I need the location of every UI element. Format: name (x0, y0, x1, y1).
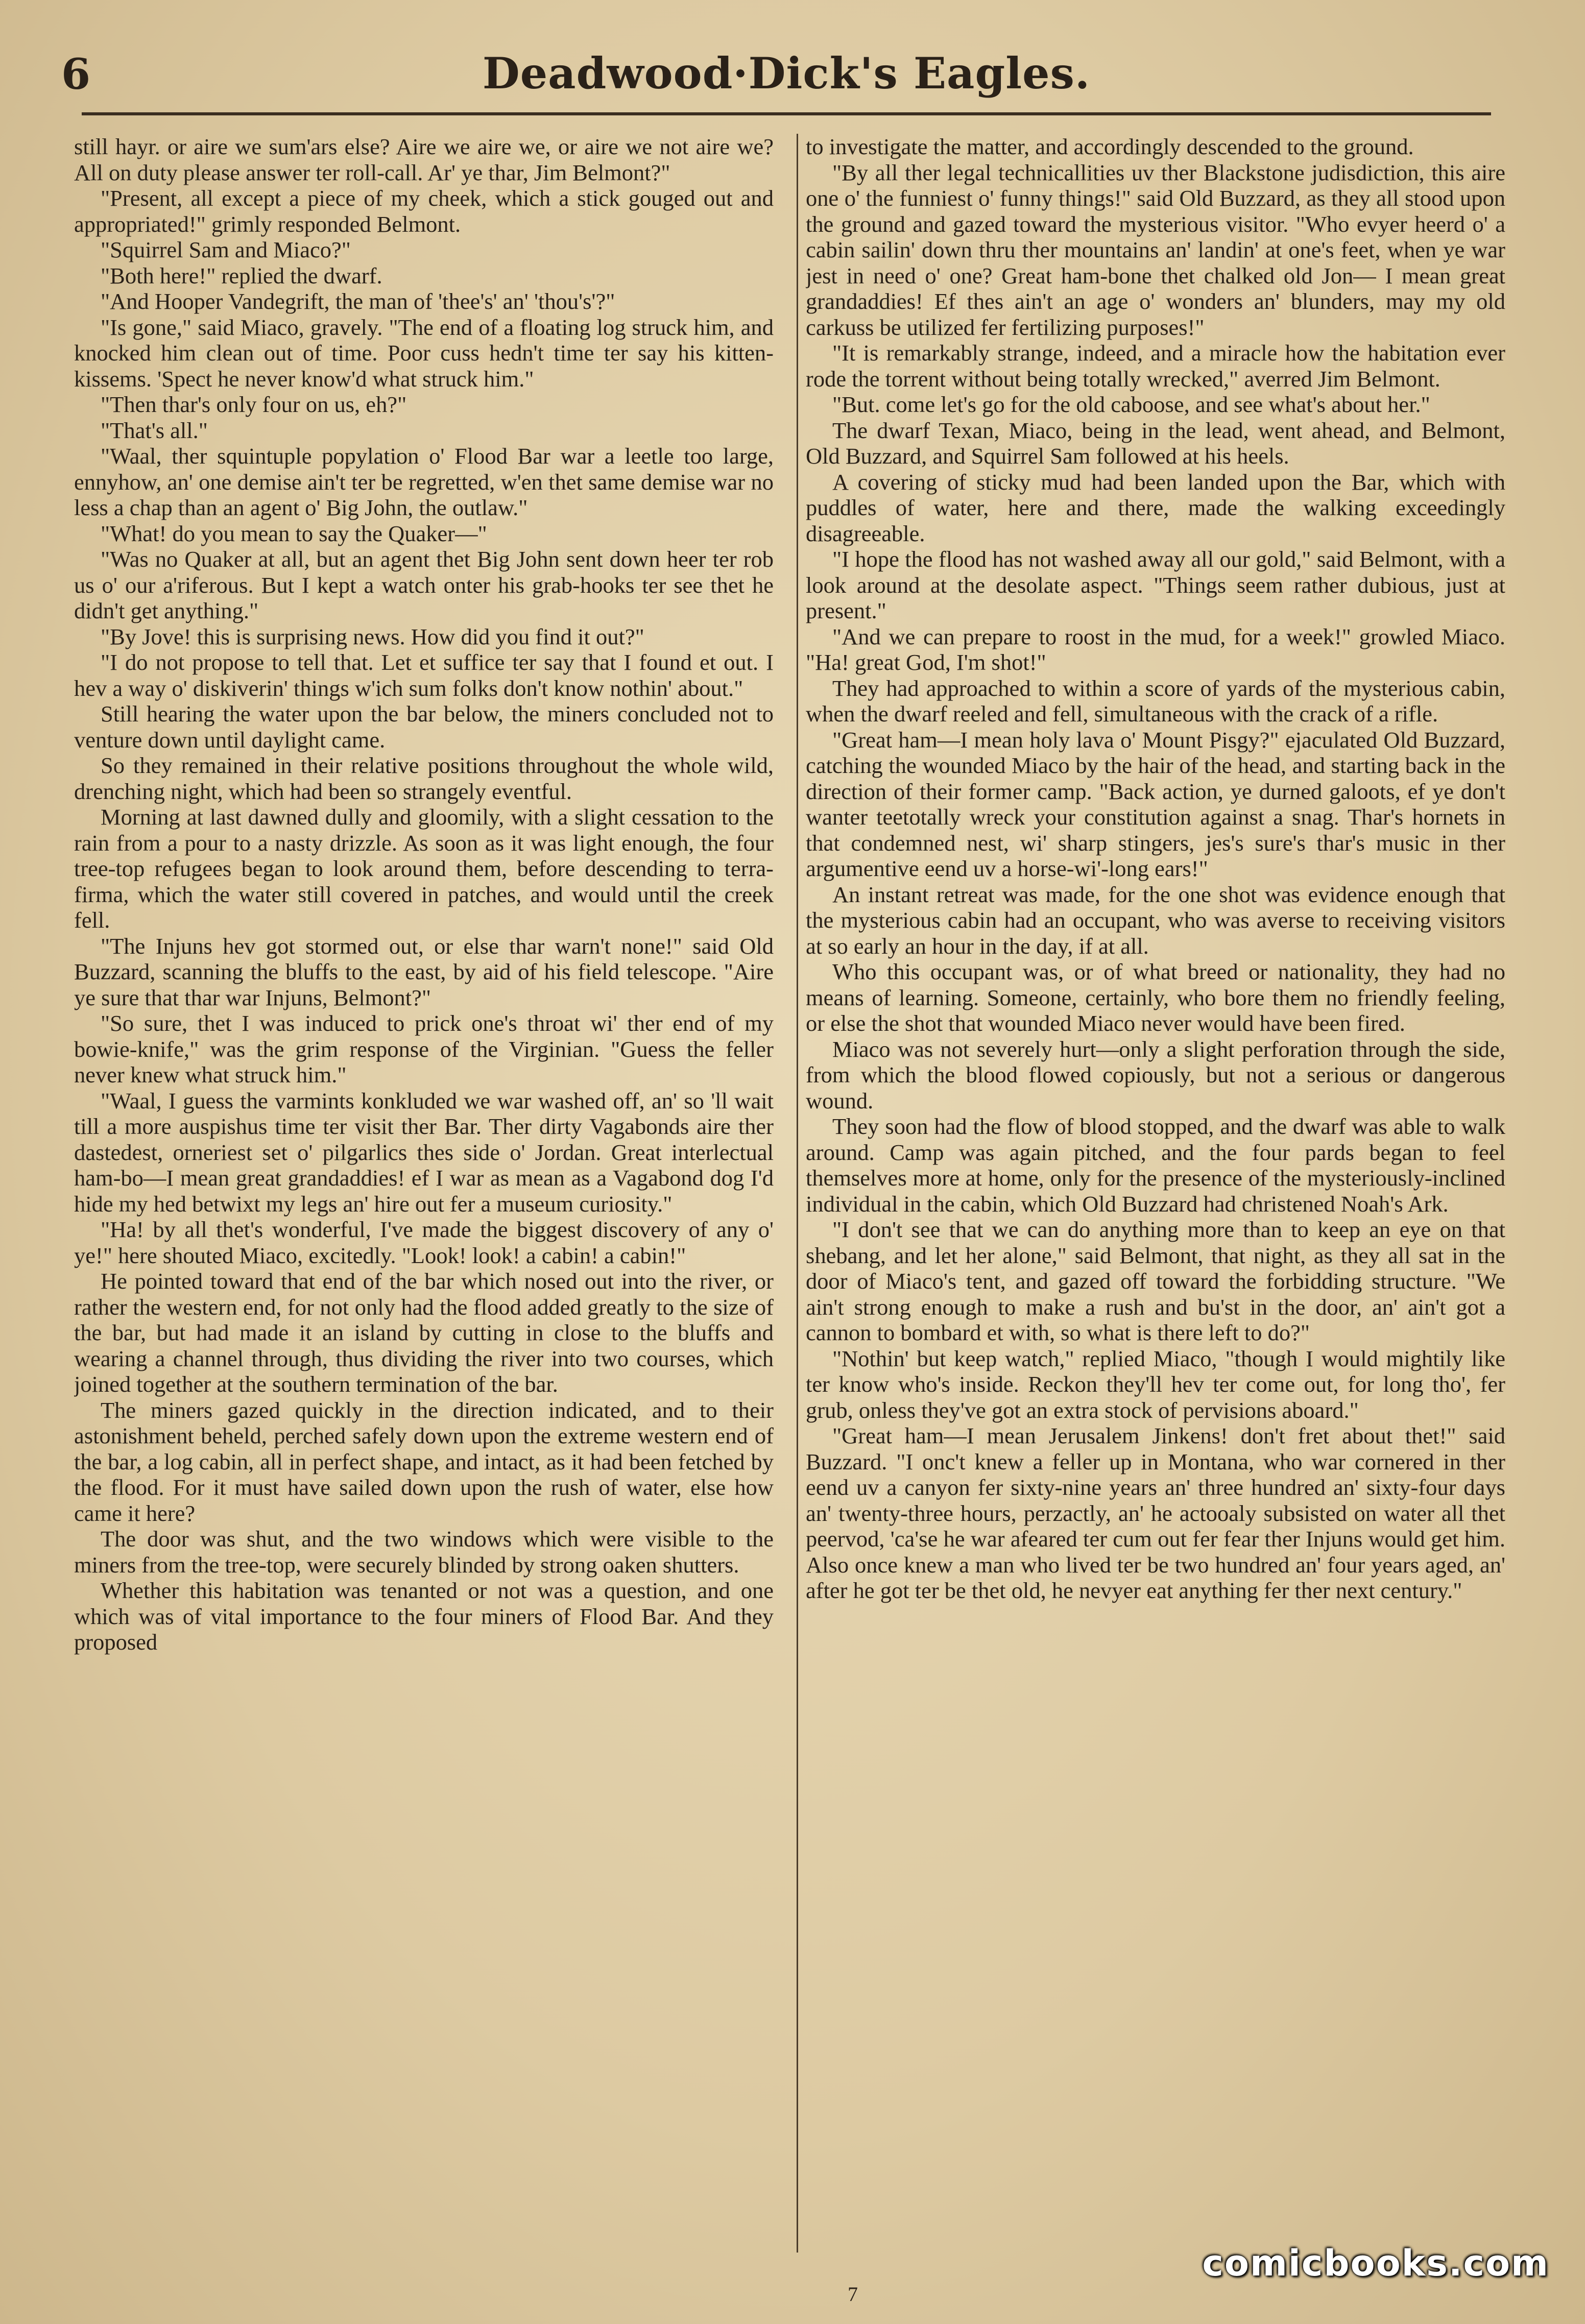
paragraph: "I hope the flood has not washed away all our gold," said Belmont, with a look around at the desolate aspect. "Things seem rather dubious, just at present." (806, 546, 1505, 623)
page-number: 6 (61, 50, 91, 99)
paragraph: A covering of sticky mud had been landed upon the Bar, which with puddles of water, here and there, made the walking exceedingly disagreeable. (806, 469, 1505, 546)
paragraph: "So sure, thet I was induced to prick one's throat wi' ther end of my bowie-knife," was the grim response of the Virginian. "Guess the feller never knew what struck him." (74, 1010, 774, 1087)
paragraph: Whether this habitation was tenanted or not was a question, and one which was of vital importance to the four miners of Flood Bar. And they proposed (74, 1578, 774, 1655)
paragraph: "Both here!" replied the dwarf. (101, 262, 382, 288)
paragraph: "And we can prepare to roost in the mud, for a week!" growled Miaco. "Ha! great God, I'm shot!" (806, 623, 1505, 675)
paragraph: Morning at last dawned dully and gloomily, with a slight cessation to the rain from a pour to a nasty drizzle. As soon as it was light enough, the four tree-top refugees began to look around them, before descending to terra-firma, which the water still covered in patches, and would until the creek fell. (74, 804, 774, 933)
paragraph: Miaco was not severely hurt—only a slight perforation through the side, from which the blood flowed copiously, but not a serious or dangerous wound. (806, 1036, 1505, 1113)
paragraph: "Present, all except a piece of my cheek, which a stick gouged out and appropriated!" grimly responded Belmont. (74, 185, 774, 237)
paragraph: The dwarf Texan, Miaco, being in the lead, went ahead, and Belmont, Old Buzzard, and Squirrel Sam followed at his heels. (806, 417, 1505, 469)
paragraph: They soon had the flow of blood stopped, and the dwarf was able to walk around. Camp was again pitched, and the four pards began to feel themselves more at home, only for the presence of the mysteriously-inclined individual in the cabin, which Old Buzzard had christened Noah's Ark. (806, 1113, 1505, 1217)
paragraph: "That's all." (101, 417, 208, 443)
paragraph: "I do not propose to tell that. Let et suffice ter say that I found et out. I hev a way o' diskiverin' things w'ich sum folks don't know nothin' about." (74, 649, 774, 701)
paragraph: The miners gazed quickly in the direction indicated, and to their astonishment beheld, perched safely down upon the extreme western end of the bar, a log cabin, all in perfect shape, and intact, as it had been fetched by the flood. For it must have sailed down upon the rush of water, else how came it here? (74, 1397, 774, 1526)
paragraph: "What! do you mean to say the Quaker—" (101, 520, 487, 546)
paragraph: to investigate the matter, and accordingly descended to the ground. (806, 134, 1414, 159)
paragraph: The door was shut, and the two windows which were visible to the miners from the tree-top, were securely blinded by strong oaken shutters. (74, 1526, 774, 1578)
paragraph: "Waal, I guess the varmints konkluded we war washed off, an' so 'll wait till a more auspishus time ter visit ther Bar. Ther dirty Vagabonds aire ther dastedest, orneriest set o' pilgarlics thes side o' Jordan. Great interlectual ham-bo—I mean great grandaddies! ef I war as mean as a Vagabond dog I'd hide my hed betwixt my legs an' hire out fer a museum curiosity." (74, 1087, 774, 1217)
right-column (806, 134, 1505, 2253)
paragraph: "It is remarkably strange, indeed, and a miracle how the habitation ever rode the torrent without being totally wrecked," averred Jim Belmont. (806, 340, 1505, 392)
paragraph: "Was no Quaker at all, but an agent thet Big John sent down heer ter rob us o' our a'riferous. But I kept a watch onter his grab-hooks ter see thet he didn't get anything." (74, 546, 774, 623)
paragraph: "Is gone," said Miaco, gravely. "The end of a floating log struck him, and knocked him clean out of time. Poor cuss hedn't time ter say his kitten-kissems. 'Spect he never know'd what struck him." (74, 314, 774, 392)
paragraph: "Waal, ther squintuple popylation o' Flood Bar war a leetle too large, ennyhow, an' one demise ain't ter be regretted, w'en thet same demise war no less a chap than an agent o' Big John, the outlaw." (74, 443, 774, 520)
paragraph: Still hearing the water upon the bar below, the miners concluded not to venture down until daylight came. (74, 701, 774, 753)
header-rule (82, 112, 1491, 115)
paragraph: "By Jove! this is surprising news. How did you find it out?" (101, 623, 644, 649)
paragraph: "By all ther legal technicallities uv ther Blackstone judisdiction, this aire one o' the funniest o' funny things!" said Old Buzzard, as they all stood upon the ground and gazed toward the mysterious visitor. "Who evyer heerd o' a cabin sailin' down thru ther mountains an' landin' at one's feet, when ye war jest in need o' one? Great ham-bone thet chalked old Jon— I mean great grandaddies! Ef thes ain't an age o' wonders an' blunders, may my old carkuss be utilized fer fertilizing purposes!" (806, 159, 1505, 340)
paragraph: still hayr. or aire we sum'ars else? Aire we aire we, or aire we not aire we? All on duty please answer ter roll-call. Ar' ye thar, Jim Belmont?" (74, 134, 774, 185)
left-column (74, 134, 774, 2253)
column-divider (797, 134, 798, 2253)
paragraph: "Great ham—I mean holy lava o' Mount Pisgy?" ejaculated Old Buzzard, catching the wounded Miaco by the hair of the head, and starting back in the direction of their former camp. "Back action, ye durned galoots, ef ye don't wanter teetotally wreck your constitution against a snag. Thar's hornets in that condemned nest, wi' sharp stingers, jes's sure's thar's music in ther argumentive eend uv a horse-wi'-long ears!" (806, 727, 1505, 881)
paragraph: "But. come let's go for the old caboose, and see what's about her." (832, 392, 1430, 417)
paragraph: "Squirrel Sam and Miaco?" (101, 237, 351, 262)
paragraph: "Ha! by all thet's wonderful, I've made the biggest discovery of any o' ye!" here shouted Miaco, excitedly. "Look! look! a cabin! a cabin!" (74, 1217, 774, 1268)
paragraph: He pointed toward that end of the bar which nosed out into the river, or rather the western end, for not only had the flood added greatly to the size of the bar, but had made it an island by cutting in close to the bluffs and wearing a channel through, thus dividing the river into two courses, which joined together at the southern termination of the bar. (74, 1268, 774, 1397)
paragraph: "Nothin' but keep watch," replied Miaco, "though I would mightily like ter know who's inside. Reckon they'll hev ter come out, for long tho', fer grub, onless they've got an extra stock of pervisions aboard." (806, 1345, 1505, 1423)
paragraph: An instant retreat was made, for the one shot was evidence enough that the mysterious cabin had an occupant, who was averse to receiving visitors at so early an hour in the day, if at all. (806, 881, 1505, 959)
paragraph: "I don't see that we can do anything more than to keep an eye on that shebang, and let her alone," said Belmont, that night, as they all sat in the door of Miaco's tent, and gazed off toward the forbidding structure. "We ain't strong enough to make a rush and bu'st in the door, an' ain't got a cannon to bombard et with, so what is there left to do?" (806, 1217, 1505, 1345)
paragraph: "And Hooper Vandegrift, the man of 'thee's' an' 'thou's'?" (101, 288, 615, 314)
footer-mark: 7 (848, 2283, 858, 2306)
paragraph: "Great ham—I mean Jerusalem Jinkens! don't fret about thet!" said Buzzard. "I onc't knew a feller up in Montana, who war cornered in ther eend uv a canyon fer sixty-nine years an' three hundred an' sixty-four days an' twenty-three hours, perzactly, an' he actooaly subsisted on water all thet peervod, 'ca'se he war afeared ter cum out fer fear ther Injuns would get him. Also once knew a man who lived ter be two hundred an' four years aged, an' after he got ter be thet old, he nevyer eat anything fer ther next century." (806, 1423, 1505, 1603)
paragraph: Who this occupant was, or of what breed or nationality, they had no means of learning. Someone, certainly, who bore them no friendly feeling, or else the shot that wounded Miaco never would have been fired. (806, 959, 1505, 1036)
site-watermark: comicbooks.com (1202, 2242, 1549, 2284)
paragraph: So they remained in their relative positions throughout the whole wild, drenching night, which had been so strangely eventful. (74, 753, 774, 804)
page-header (61, 41, 1511, 117)
paragraph: "The Injuns hev got stormed out, or else thar warn't none!" said Old Buzzard, scanning the bluffs to the east, by aid of his field telescope. "Aire ye sure that thar war Injuns, Belmont?" (74, 933, 774, 1010)
paragraph: They had approached to within a score of yards of the mysterious cabin, when the dwarf reeled and fell, simultaneous with the crack of a rifle. (806, 675, 1505, 727)
paragraph: "Then thar's only four on us, eh?" (101, 392, 407, 417)
running-title: Deadwood·Dick's Eagles. (482, 48, 1091, 99)
